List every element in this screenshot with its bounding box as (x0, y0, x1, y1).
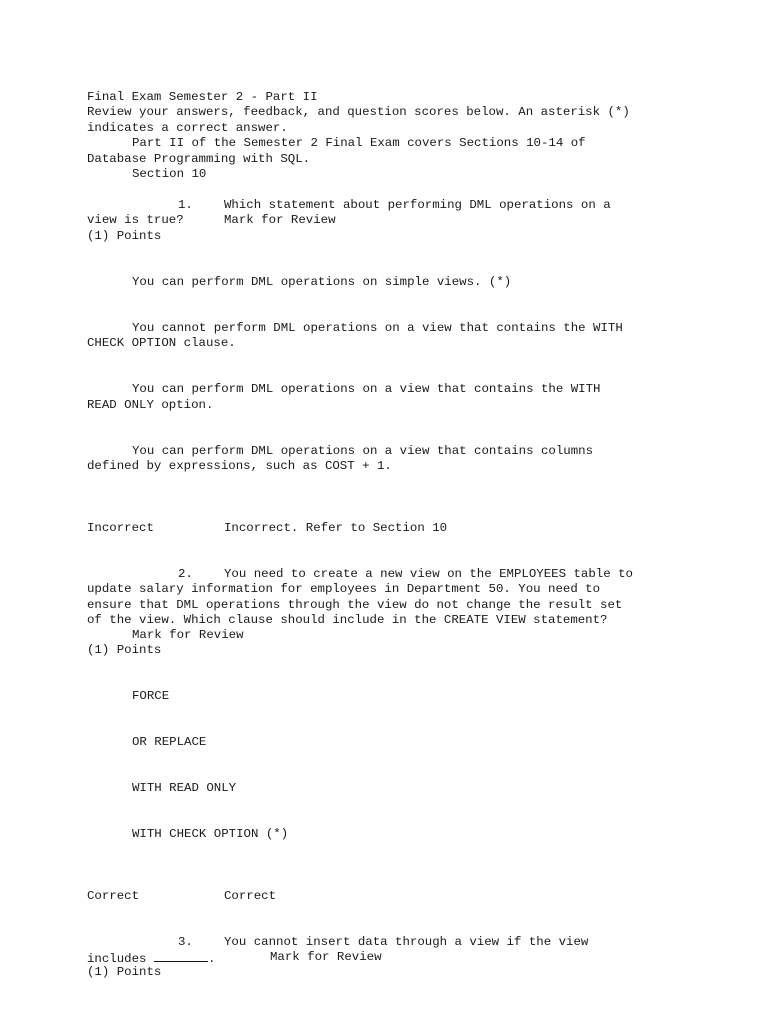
question-1-option-1[interactable]: You can perform DML operations on simple views. (*) (132, 275, 512, 289)
question-2-mark-for-review[interactable]: Mark for Review (132, 628, 244, 642)
question-1-points: (1) Points (87, 229, 162, 243)
question-2-text-line-2: update salary information for employees in Department 50. You need to (87, 582, 601, 596)
question-1-option-2-line-1[interactable]: You cannot perform DML operations on a view that contains the WITH (132, 321, 623, 335)
question-1-option-3-line-1[interactable]: You can perform DML operations on a view that contains the WITH (132, 382, 601, 396)
question-3-blank (154, 950, 208, 962)
question-1-text-line-2: view is true? (87, 213, 184, 227)
question-2-result: Correct (87, 889, 140, 903)
question-2-number: 2. (178, 567, 193, 581)
question-1-feedback: Incorrect. Refer to Section 10 (224, 521, 448, 535)
question-2-feedback: Correct (224, 889, 277, 903)
section-heading: Section 10 (132, 167, 207, 181)
intro-line-2: indicates a correct answer. (87, 121, 288, 135)
intro-line-4: Database Programming with SQL. (87, 152, 311, 166)
question-1-number: 1. (178, 198, 193, 212)
question-3-points: (1) Points (87, 965, 162, 979)
question-2-option-2[interactable]: OR REPLACE (132, 735, 207, 749)
question-2-text-line-3: ensure that DML operations through the view do not change the result set (87, 598, 623, 612)
question-3-text-line-1: You cannot insert data through a view if the view (224, 935, 589, 949)
question-2-text-line-4: of the view. Which clause should include in the CREATE VIEW statement? (87, 613, 608, 627)
question-1-option-2-line-2[interactable]: CHECK OPTION clause. (87, 336, 236, 350)
question-1-text-line-1: Which statement about performing DML operations on a (224, 198, 611, 212)
question-1-result: Incorrect (87, 521, 154, 535)
question-2-option-1[interactable]: FORCE (132, 689, 170, 703)
question-3-text-prefix: includes (87, 952, 147, 966)
question-1-option-4-line-1[interactable]: You can perform DML operations on a view that contains columns (132, 444, 594, 458)
question-3-number: 3. (178, 935, 193, 949)
question-2-option-4[interactable]: WITH CHECK OPTION (*) (132, 827, 289, 841)
document-title: Final Exam Semester 2 - Part II (87, 90, 318, 104)
question-1-option-4-line-2[interactable]: defined by expressions, such as COST + 1. (87, 459, 392, 473)
question-1-mark-for-review[interactable]: Mark for Review (224, 213, 336, 227)
question-3-mark-for-review[interactable]: Mark for Review (270, 950, 382, 964)
question-2-option-3[interactable]: WITH READ ONLY (132, 781, 237, 795)
question-1-option-3-line-2[interactable]: READ ONLY option. (87, 398, 214, 412)
intro-line-3: Part II of the Semester 2 Final Exam covers Sections 10-14 of (132, 136, 586, 150)
question-2-text-line-1: You need to create a new view on the EMPLOYEES table to (224, 567, 633, 581)
intro-line-1: Review your answers, feedback, and question scores below. An asterisk (*) (87, 105, 630, 119)
question-3-text-suffix: . (207, 952, 216, 966)
question-2-points: (1) Points (87, 643, 162, 657)
